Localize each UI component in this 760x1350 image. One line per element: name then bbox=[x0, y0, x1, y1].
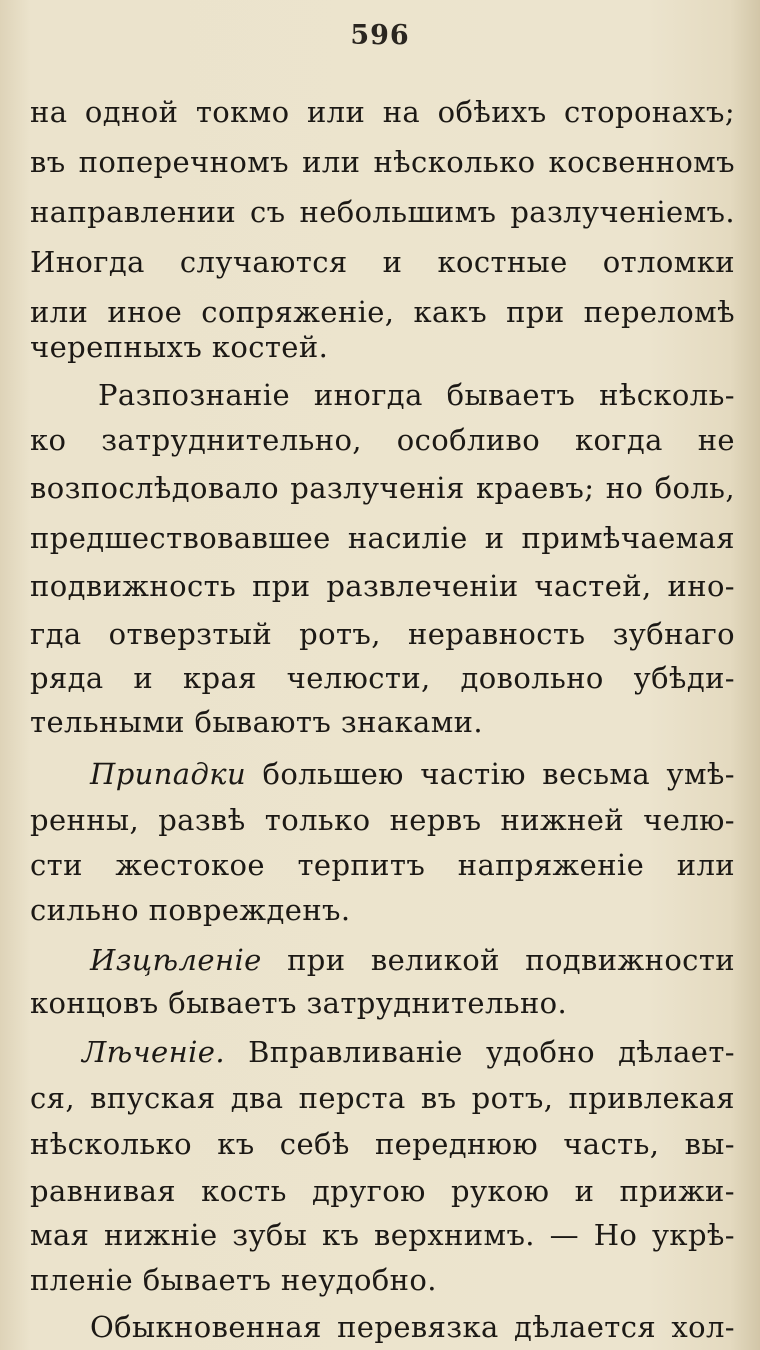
italic-heading: Лѣченіе. bbox=[82, 1035, 225, 1069]
text-line: сти жестокое терпитъ напряженіе или bbox=[30, 848, 735, 882]
text-line: ренны, развѣ только нервъ нижней челю- bbox=[30, 803, 735, 837]
text-line: концовъ бываетъ затруднительно. bbox=[30, 986, 568, 1020]
text-line: тельными бываютъ знаками. bbox=[30, 705, 484, 739]
text-line: нѣсколько къ себѣ переднюю часть, вы- bbox=[30, 1127, 735, 1161]
text-line: ко затруднительно, особливо когда не bbox=[30, 423, 735, 457]
text-line: Обыкновенная перевязка дѣлается хол- bbox=[90, 1310, 735, 1344]
text-line: ряда и края челюсти, довольно убѣди- bbox=[30, 661, 735, 695]
italic-heading: Изцѣленіе bbox=[90, 943, 262, 977]
text-line: подвижность при развлеченіи частей, ино- bbox=[30, 569, 735, 603]
text-line: сильно поврежденъ. bbox=[30, 893, 351, 927]
text-line: Изцѣленіе при великой подвижности bbox=[90, 943, 735, 977]
text-line: черепныхъ костей. bbox=[30, 330, 329, 364]
text-line: ся, впуская два перста въ ротъ, привлекая bbox=[30, 1081, 735, 1115]
text-line: возпослѣдовало разлученія краевъ; но боль, bbox=[30, 471, 735, 505]
text-line: или иное сопряженіе, какъ при переломѣ bbox=[30, 295, 735, 329]
text-line: предшествовавшее насиліе и примѣчаемая bbox=[30, 521, 735, 555]
page-number: 596 bbox=[350, 20, 410, 51]
text-line: Лѣченіе. Вправливаніе удобно дѣлает- bbox=[82, 1035, 735, 1069]
text-line: равнивая кость другою рукою и прижи- bbox=[30, 1174, 735, 1208]
italic-heading: Припадки bbox=[90, 757, 247, 791]
text-line: Припадки большею частію весьма умѣ- bbox=[90, 757, 735, 791]
text-line: на одной токмо или на обѣихъ сторонахъ; bbox=[30, 95, 735, 129]
text-line: Разпознаніе иногда бываетъ нѣсколь- bbox=[98, 378, 735, 412]
text-line: направлении съ небольшимъ разлученіемъ. bbox=[30, 195, 735, 229]
text-line: Иногда случаются и костные отломки bbox=[30, 245, 735, 279]
text-line: въ поперечномъ или нѣсколько косвенномъ bbox=[30, 145, 735, 179]
text-line: гда отверзтый ротъ, неравность зубнаго bbox=[30, 617, 735, 651]
text-line: пленіе бываетъ неудобно. bbox=[30, 1263, 437, 1297]
text-line: мая нижніе зубы къ верхнимъ. — Но укрѣ- bbox=[30, 1218, 735, 1252]
